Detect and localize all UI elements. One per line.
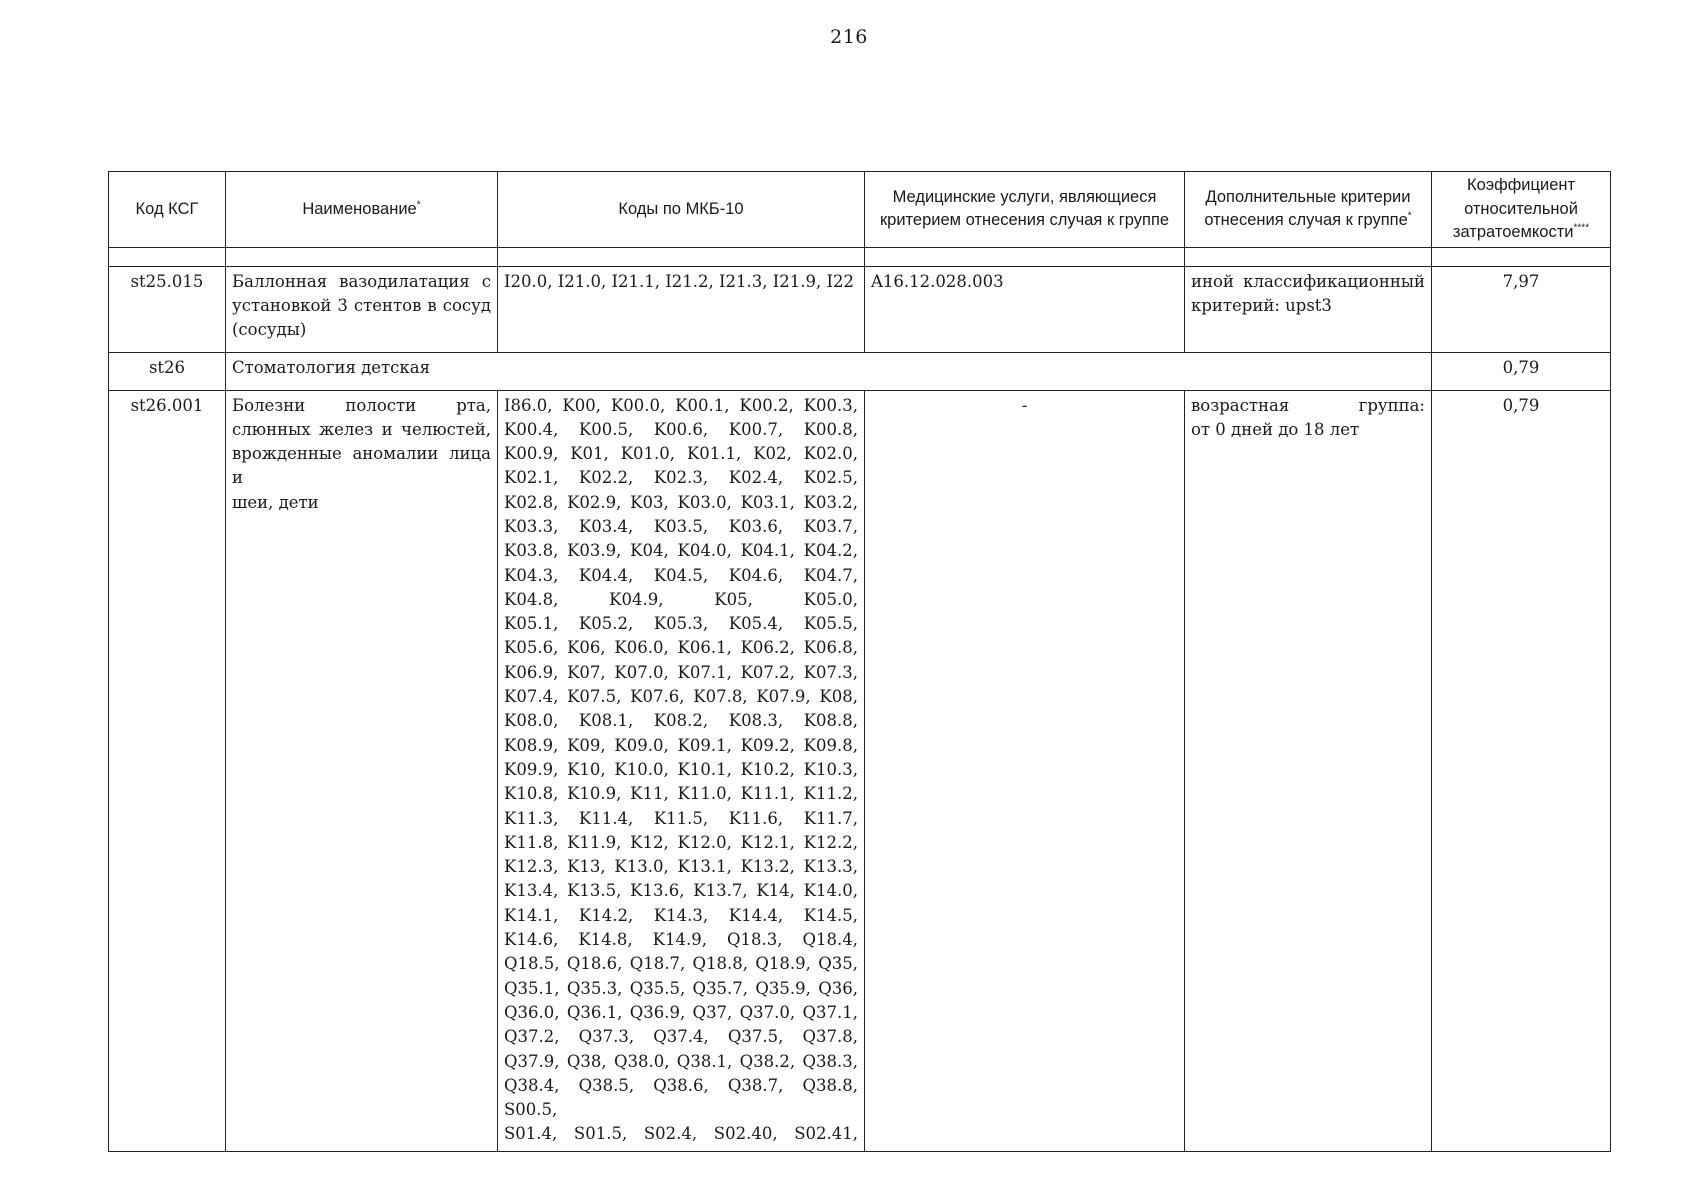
table-row (109, 390, 1611, 1151)
cell-coef: 0,79 (1432, 390, 1611, 1151)
table-row (109, 266, 1611, 352)
name-line: (сосуды) (232, 320, 307, 340)
spacer-cell (226, 247, 498, 266)
header-name: Наименование* (226, 172, 498, 248)
page-number: 216 (830, 26, 868, 48)
header-criteria: Дополнительные критерии отнесения случая к группе* (1185, 172, 1432, 248)
mkb-line: Q36.0, Q36.1, Q36.9, Q37, Q37.0, Q37.1, (504, 1002, 858, 1022)
criteria-line: иной классификационный (1191, 271, 1425, 291)
cell-coef: 7,97 (1432, 266, 1611, 352)
spacer-cell (498, 247, 865, 266)
name-line: шеи, дети (232, 492, 319, 512)
criteria-line: критерий: upst3 (1191, 295, 1332, 315)
mkb-line: K04.8, K04.9, K05, K05.0, (504, 589, 858, 609)
mkb-line: K03.8, K03.9, K04, K04.0, K04.1, K04.2, (504, 541, 858, 561)
mkb-line: K14.1, K14.2, K14.3, K14.4, K14.5, (504, 905, 858, 925)
header-coef: Коэффициент относительной затратоемкости**** (1432, 172, 1611, 248)
mkb-line: K07.4, K07.5, K07.6, K07.8, K07.9, K08, (504, 687, 858, 707)
criteria-line: возрастная группа: (1191, 395, 1425, 415)
table-header-row (109, 172, 1611, 248)
cell-name (226, 266, 498, 352)
header-mkb: Коды по МКБ-10 (498, 172, 865, 248)
cell-services: A16.12.028.003 (865, 266, 1185, 352)
cell-criteria (1185, 390, 1432, 1151)
mkb-line: K05.1, K05.2, K05.3, K05.4, K05.5, (504, 614, 858, 634)
cell-mkb (498, 390, 865, 1151)
mkb-line: I20.0, I21.0, I21.1, I21.2, I21.3, I21.9, I22 (504, 271, 854, 291)
cell-name (226, 390, 498, 1151)
mkb-line: K00.4, K00.5, K00.6, K00.7, K00.8, (504, 419, 858, 439)
mkb-line: K11.8, K11.9, K12, K12.0, K12.1, K12.2, (504, 832, 858, 852)
mkb-line: K05.6, K06, K06.0, K06.1, K06.2, K06.8, (504, 638, 858, 658)
cell-code: st26 (109, 352, 226, 390)
name-line: установкой 3 стентов в сосуд (232, 295, 491, 315)
cell-code: st26.001 (109, 390, 226, 1151)
name-line: слюнных желез и челюстей, (232, 419, 491, 439)
mkb-line: K03.3, K03.4, K03.5, K03.6, K03.7, (504, 516, 858, 536)
spacer-cell (1185, 247, 1432, 266)
spacer-cell (1432, 247, 1611, 266)
mkb-line: K14.6, K14.8, K14.9, Q18.3, Q18.4, (504, 930, 858, 950)
mkb-line: Q37.9, Q38, Q38.0, Q38.1, Q38.2, Q38.3, (504, 1051, 858, 1071)
mkb-line: K09.9, K10, K10.0, K10.1, K10.2, K10.3, (504, 759, 858, 779)
mkb-line: Q38.4, Q38.5, Q38.6, Q38.7, Q38.8, S00.5, (504, 1075, 858, 1120)
spacer-cell (109, 247, 226, 266)
cell-code: st25.015 (109, 266, 226, 352)
cell-coef: 0,79 (1432, 352, 1611, 390)
mkb-line: K04.3, K04.4, K04.5, K04.6, K04.7, (504, 565, 858, 585)
ksg-table (108, 171, 1611, 1152)
name-line: Болезни полости рта, (232, 395, 491, 415)
mkb-line: K11.3, K11.4, K11.5, K11.6, K11.7, (504, 808, 858, 828)
header-code: Код КСГ (109, 172, 226, 248)
mkb-line: K02.1, K02.2, K02.3, K02.4, K02.5, (504, 468, 858, 488)
cell-name-merged: Стоматология детская (226, 352, 1432, 390)
table-spacer-row (109, 247, 1611, 266)
header-coef-footnote-mark: **** (1573, 222, 1590, 234)
mkb-line: K12.3, K13, K13.0, K13.1, K13.2, K13.3, (504, 857, 858, 877)
cell-services: - (865, 390, 1185, 1151)
spacer-cell (865, 247, 1185, 266)
mkb-line: K10.8, K10.9, K11, K11.0, K11.1, K11.2, (504, 784, 858, 804)
cell-criteria (1185, 266, 1432, 352)
mkb-line: Q35.1, Q35.3, Q35.5, Q35.7, Q35.9, Q36, (504, 978, 858, 998)
name-line: врожденные аномалии лица и (232, 444, 491, 488)
table-row (109, 352, 1611, 390)
mkb-line: K06.9, K07, K07.0, K07.1, K07.2, K07.3, (504, 662, 858, 682)
mkb-line: K00.9, K01, K01.0, K01.1, K02, K02.0, (504, 444, 858, 464)
mkb-line: S01.4, S01.5, S02.4, S02.40, S02.41, (504, 1124, 858, 1144)
mkb-line: I86.0, K00, K00.0, K00.1, K00.2, K00.3, (504, 395, 858, 415)
mkb-line: K13.4, K13.5, K13.6, K13.7, K14, K14.0, (504, 881, 858, 901)
cell-mkb (498, 266, 865, 352)
mkb-line: Q18.5, Q18.6, Q18.7, Q18.8, Q18.9, Q35, (504, 954, 858, 974)
mkb-line: K02.8, K02.9, K03, K03.0, K03.1, K03.2, (504, 492, 858, 512)
criteria-line: от 0 дней до 18 лет (1191, 419, 1360, 439)
name-line: Баллонная вазодилатация с (232, 271, 491, 291)
mkb-line: Q37.2, Q37.3, Q37.4, Q37.5, Q37.8, (504, 1027, 858, 1047)
mkb-line: K08.9, K09, K09.0, K09.1, K09.2, K09.8, (504, 735, 858, 755)
mkb-line: K08.0, K08.1, K08.2, K08.3, K08.8, (504, 711, 858, 731)
header-criteria-footnote-mark: * (1407, 210, 1412, 222)
header-services: Медицинские услуги, являющиеся критерием отнесения случая к группе (865, 172, 1185, 248)
header-name-footnote-mark: * (416, 199, 421, 210)
